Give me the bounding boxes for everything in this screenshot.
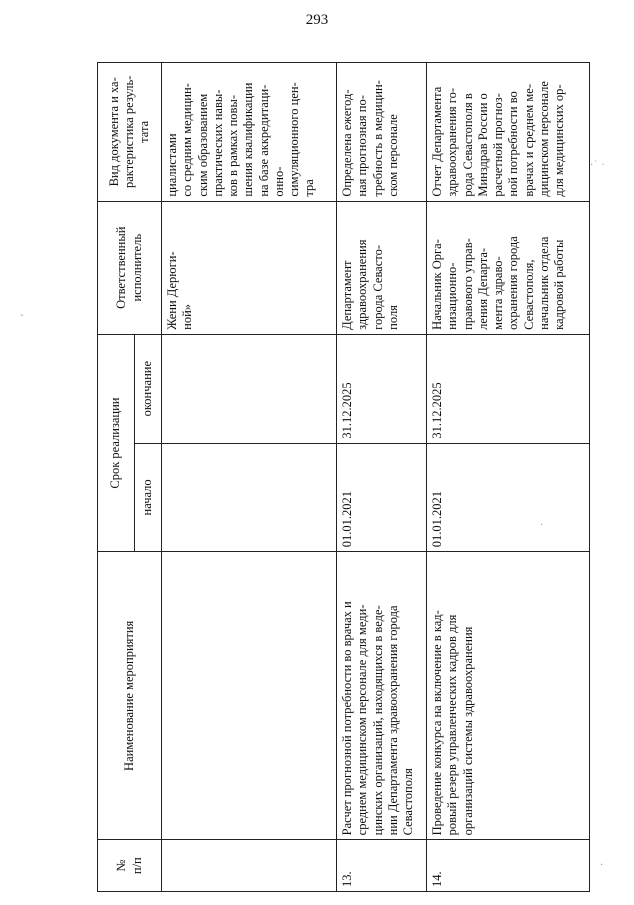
row-end: 31.12.2025 — [337, 334, 427, 443]
header-responsible: Ответственный исполнитель — [98, 201, 162, 334]
row-name: Расчет прогнозной потребности во врачах и среднем медицинском персонале для меди- цинских организаций, находящихся в веде- нии Департамента здравоохранения города Севастополя — [337, 552, 427, 840]
row-responsible: Жени Дерюги- ной» — [162, 201, 337, 334]
row-end — [162, 334, 337, 443]
row-name — [162, 552, 337, 840]
row-result: циалистами со средним медицин- ским образованием практических навы- ков в рамках повы- шения квалификации на базе аккредитаци- онно- симуляционного цен- тра — [162, 63, 337, 202]
table-header-row — [98, 63, 135, 892]
scan-speck: · — [540, 520, 544, 531]
row-result: Определена ежегод- ная прогнозная по- требность в медицин- ском персонале — [337, 63, 427, 202]
page-number: 293 — [305, 12, 329, 28]
row-name: Проведение конкурса на включение в кад- ровый резерв управленческих кадров для организаций системы здравоохранения — [427, 552, 590, 840]
table-row — [337, 63, 427, 892]
header-result: Вид документа и ха- рактеристика резуль- тата — [98, 63, 162, 202]
header-num: № п/п — [98, 840, 162, 892]
row-num: 14. — [427, 840, 590, 892]
header-start: начало — [135, 443, 162, 552]
row-responsible: Начальник Орга- низационно- правового управ- ления Департа- мента здраво- охранения города Севастополя, начальник отдела кадровой работы — [427, 201, 590, 334]
header-name: Наименование мероприятия — [98, 552, 162, 840]
row-start: 01.01.2021 — [427, 443, 590, 552]
row-end: 31.12.2025 — [427, 334, 590, 443]
row-num — [162, 840, 337, 892]
row-start — [162, 443, 337, 552]
scan-speck: - — [20, 310, 24, 321]
header-end: окончание — [135, 334, 162, 443]
header-term: Срок реализации — [98, 334, 135, 551]
scan-speck: · — [600, 860, 604, 871]
table-row — [427, 63, 590, 892]
row-result: Отчет Департамента здравоохранения го- рода Севастополя в Минздрав России о расчетной прогноз- ной потребности во врачах и среднем ме- дицинском персонале для медицинских ор- — [427, 63, 590, 202]
row-start: 01.01.2021 — [337, 443, 427, 552]
row-responsible: Департамент здравоохранения города Севасто- поля — [337, 201, 427, 334]
activity-table — [97, 62, 590, 892]
row-num: 13. — [337, 840, 427, 892]
table-row — [162, 63, 337, 892]
rotated-table-container — [97, 62, 590, 892]
scan-speck: ·˙ · — [590, 160, 605, 171]
